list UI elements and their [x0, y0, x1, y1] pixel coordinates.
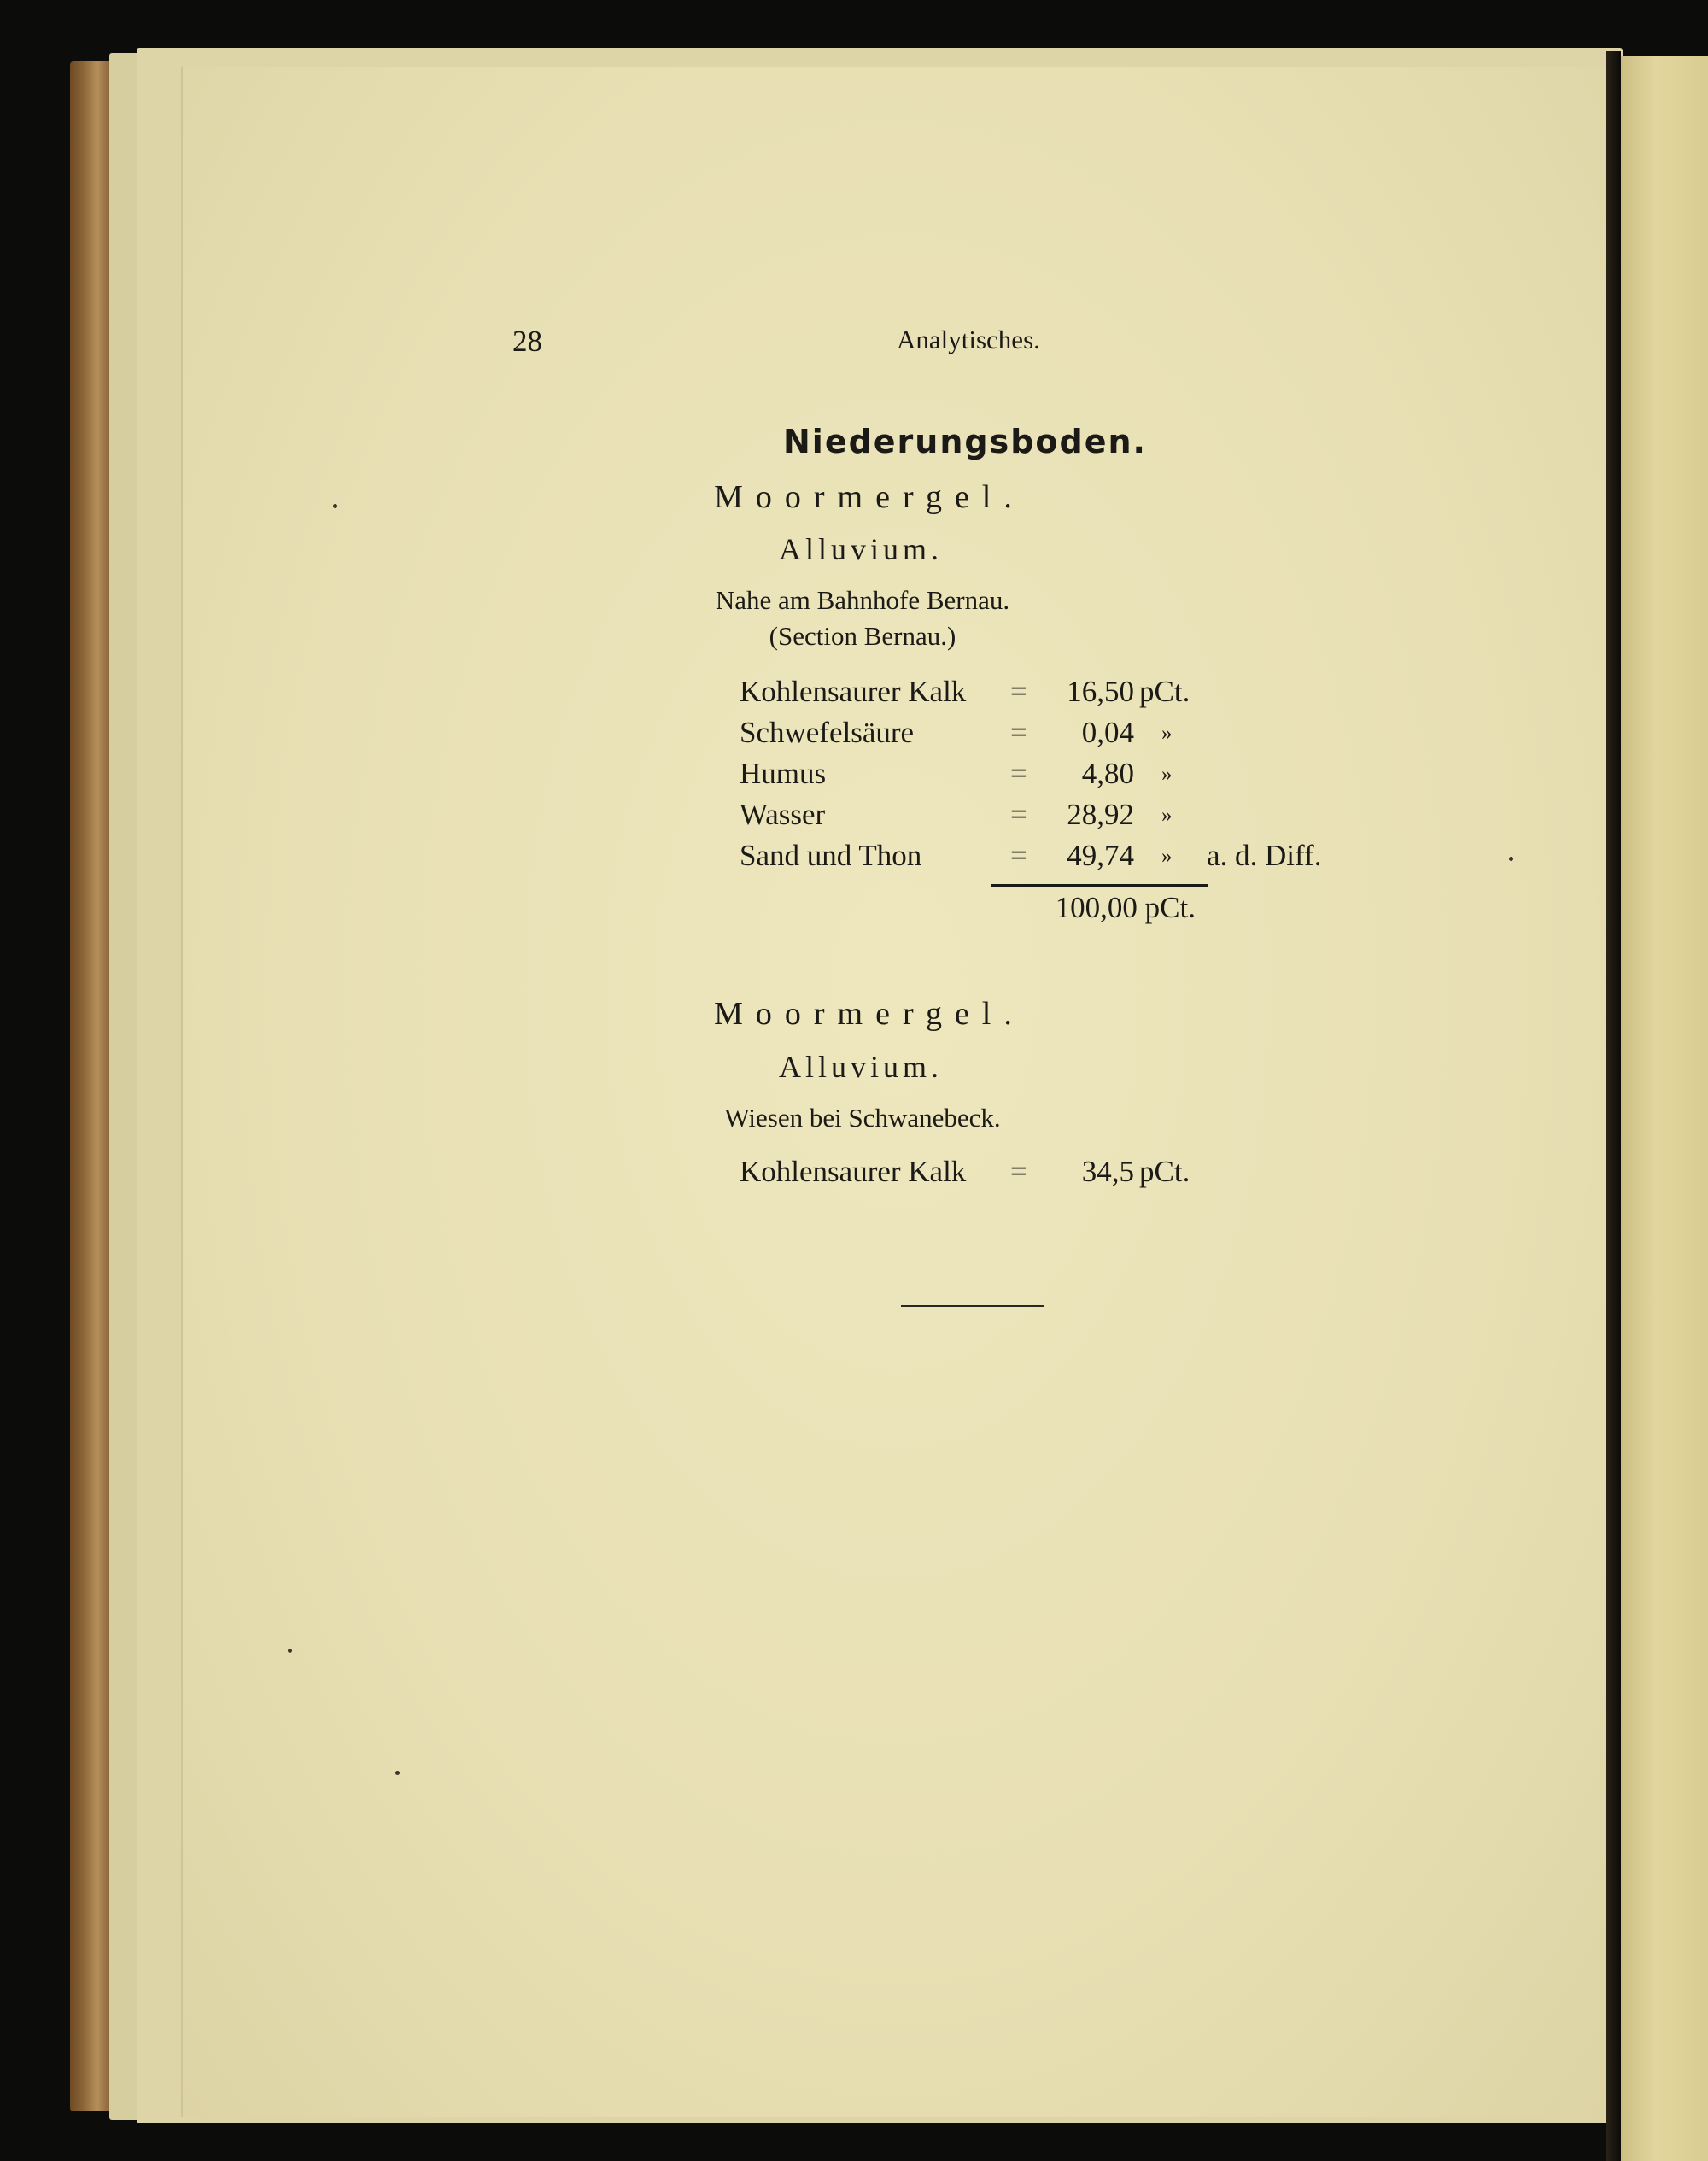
- ink-speck: [395, 1771, 400, 1775]
- total-value: 100,00 pCt.: [1055, 891, 1196, 924]
- row-value: 16,50: [1067, 675, 1134, 708]
- analysis-row: [0, 798, 1708, 839]
- row-value: 0,04: [1081, 716, 1134, 749]
- equals-sign: =: [1010, 839, 1027, 872]
- sum-rule: [991, 884, 1208, 887]
- equals-sign: =: [1010, 1155, 1027, 1188]
- row-note: a. d. Diff.: [1207, 839, 1322, 872]
- running-title: Analytisches.: [897, 325, 1040, 354]
- sample1-name: Moormergel.: [714, 479, 1025, 515]
- sample1-section: (Section Bernau.): [769, 621, 956, 651]
- row-value: 49,74: [1067, 839, 1134, 872]
- sample2-name: Moormergel.: [714, 996, 1025, 1032]
- sample1-formation: Alluvium.: [778, 532, 943, 566]
- sample2-location: Wiesen bei Schwanebeck.: [724, 1103, 1001, 1133]
- row-value: 28,92: [1067, 798, 1134, 831]
- total-row: [0, 891, 1708, 932]
- row-label: Wasser: [740, 798, 826, 831]
- analysis-row: [0, 757, 1708, 798]
- row-value: 34,5: [1081, 1155, 1134, 1188]
- page: [181, 67, 1611, 2117]
- end-rule: [901, 1305, 1044, 1307]
- row-label: Kohlensaurer Kalk: [740, 1155, 967, 1188]
- analysis-row: [0, 1155, 1708, 1196]
- page-number: 28: [512, 325, 542, 358]
- analysis-row: [0, 839, 1708, 880]
- equals-sign: =: [1010, 675, 1027, 708]
- row-unit: pCt.: [1139, 1155, 1190, 1188]
- equals-sign: =: [1010, 757, 1027, 790]
- row-label: Kohlensaurer Kalk: [740, 675, 967, 708]
- row-label: Humus: [740, 757, 827, 790]
- analysis-row: [0, 675, 1708, 716]
- row-value: 4,80: [1081, 757, 1134, 790]
- row-label: Schwefelsäure: [740, 716, 915, 749]
- row-unit: pCt.: [1139, 675, 1190, 708]
- equals-sign: =: [1010, 716, 1027, 749]
- row-label: Sand und Thon: [740, 839, 922, 872]
- sample1-location: Nahe am Bahnhofe Bernau.: [715, 585, 1010, 615]
- section-title: Niederungsboden.: [782, 423, 1147, 460]
- ditto-mark: »: [1161, 763, 1173, 786]
- sample2-formation: Alluvium.: [778, 1050, 943, 1084]
- ditto-mark: »: [1161, 804, 1173, 827]
- running-head: [0, 325, 1708, 367]
- ink-speck: [288, 1649, 292, 1653]
- ditto-mark: »: [1161, 845, 1173, 868]
- equals-sign: =: [1010, 798, 1027, 831]
- analysis-row: [0, 716, 1708, 757]
- ditto-mark: »: [1161, 722, 1173, 745]
